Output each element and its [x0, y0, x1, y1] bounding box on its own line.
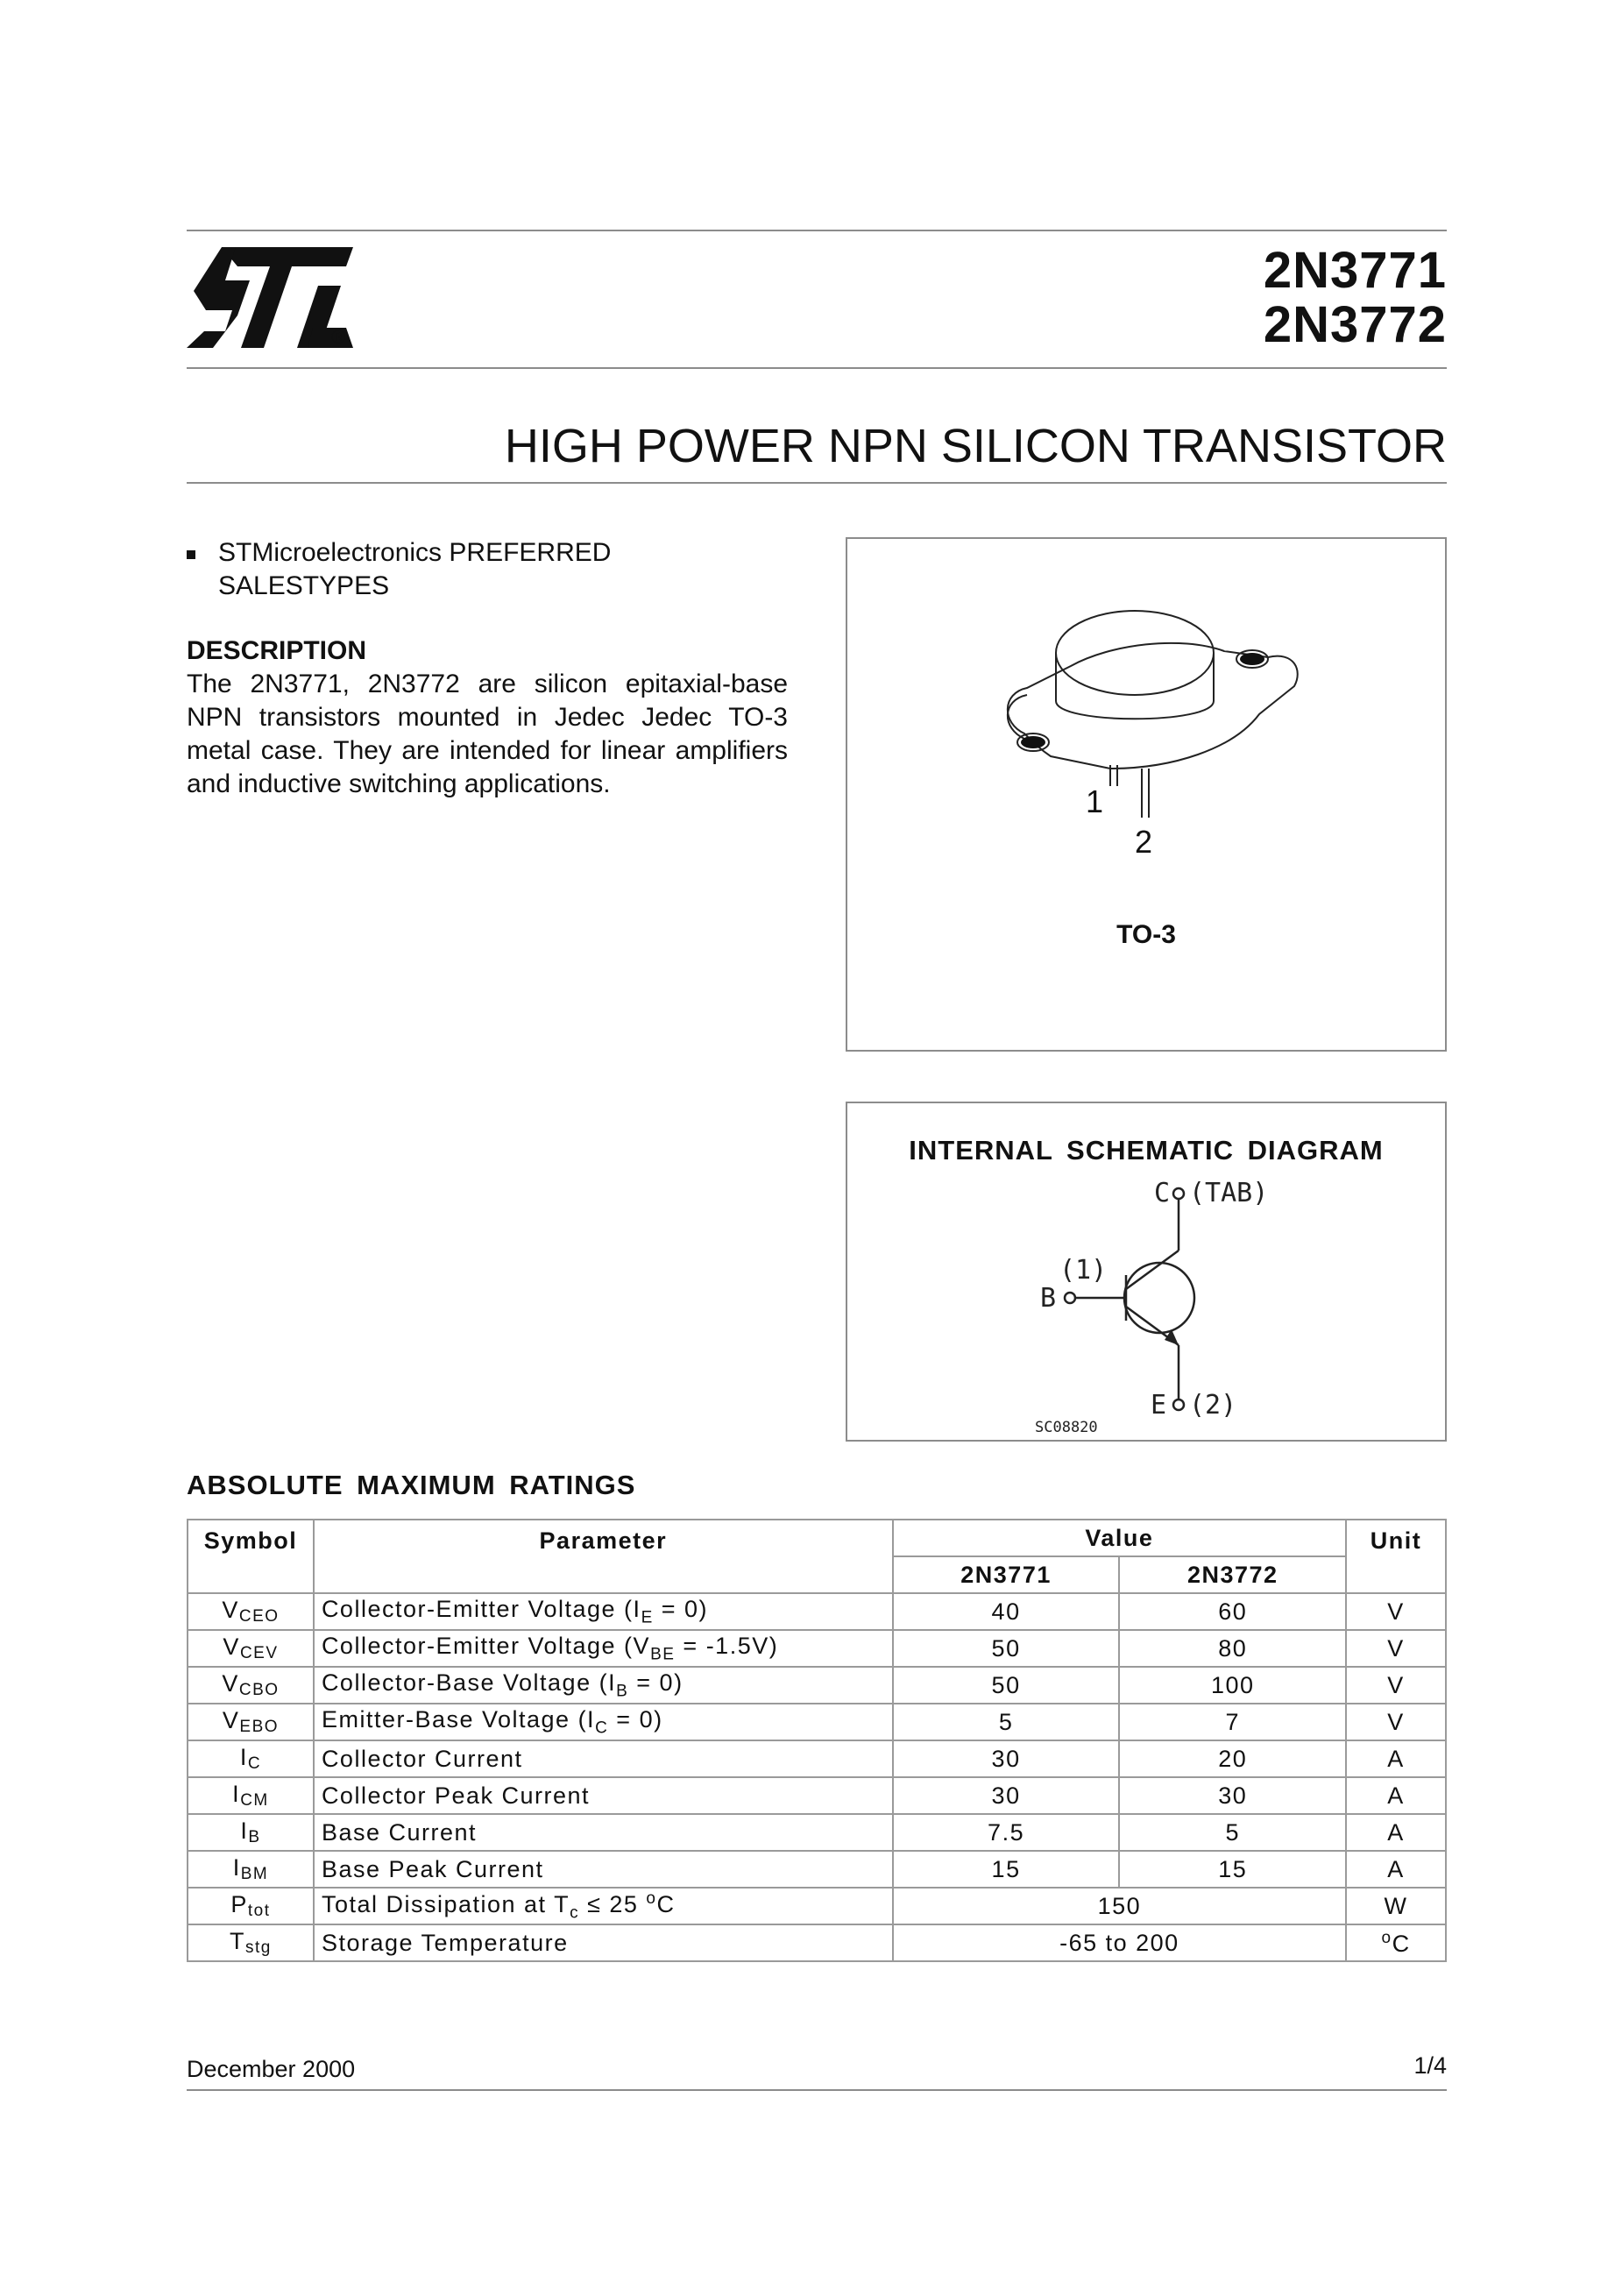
- table-row: [188, 1924, 1446, 1961]
- base-label: B: [1040, 1283, 1057, 1314]
- symbol-cell: $V_{EBO}$: [188, 1704, 314, 1740]
- value-cell-2: 20: [1119, 1740, 1346, 1777]
- header-part-1: 2N3771: [893, 1556, 1120, 1593]
- parameter-cell: Emitter-Base Voltage $(I_C = 0)$: [314, 1704, 893, 1740]
- header-rule-bottom: [187, 367, 1447, 369]
- table-row: [188, 1740, 1446, 1777]
- symbol-cell: $T_{stg}$: [188, 1924, 314, 1961]
- parameter-cell: Total Dissipation at $T_c \le 25$ $^o$C: [314, 1888, 893, 1924]
- symbol-cell: $V_{CBO}$: [188, 1667, 314, 1704]
- parameter-cell: Storage Temperature: [314, 1924, 893, 1961]
- value-cell-2: 80: [1119, 1630, 1346, 1667]
- unit-cell: A: [1346, 1740, 1446, 1777]
- unit-cell: A: [1346, 1814, 1446, 1851]
- unit-cell: V: [1346, 1630, 1446, 1667]
- ratings-table: [187, 1519, 1447, 1962]
- value-cell-merged: 150: [893, 1888, 1346, 1924]
- unit-cell: V: [1346, 1667, 1446, 1704]
- value-cell-1: 30: [893, 1777, 1120, 1814]
- parameter-cell: Collector-Base Voltage $(I_B = 0)$: [314, 1667, 893, 1704]
- npn-transistor-schematic-icon: [847, 1103, 1448, 1443]
- header-rule-top: [187, 230, 1447, 231]
- value-cell-1: 5: [893, 1704, 1120, 1740]
- bullet-square-icon: [187, 550, 195, 559]
- table-row: [188, 1888, 1446, 1924]
- schematic-title: INTERNAL SCHEMATIC DIAGRAM: [909, 1135, 1384, 1166]
- symbol-cell: $V_{CEO}$: [188, 1593, 314, 1630]
- part-number-1: 2N3771: [1263, 242, 1447, 299]
- parameter-cell: Base Current: [314, 1814, 893, 1851]
- value-cell-2: 100: [1119, 1667, 1346, 1704]
- symbol-cell: $I_{BM}$: [188, 1851, 314, 1888]
- parameter-cell: Collector Current: [314, 1740, 893, 1777]
- page-number: 1/4: [1413, 2052, 1447, 2079]
- table-row: [188, 1851, 1446, 1888]
- value-cell-1: 40: [893, 1593, 1120, 1630]
- emitter-pin-label: (2): [1189, 1390, 1237, 1421]
- part-number-2: 2N3772: [1263, 296, 1447, 353]
- table-row: [188, 1814, 1446, 1851]
- value-cell-1: 50: [893, 1630, 1120, 1667]
- value-cell-merged: -65 to 200: [893, 1924, 1346, 1961]
- title-rule: [187, 482, 1447, 484]
- package-name: TO-3: [1116, 920, 1176, 949]
- pin-1-label: 1: [1086, 783, 1104, 819]
- symbol-cell: $I_C$: [188, 1740, 314, 1777]
- value-cell-2: 5: [1119, 1814, 1346, 1851]
- table-row: [188, 1777, 1446, 1814]
- description-section: [187, 634, 788, 801]
- unit-cell: V: [1346, 1704, 1446, 1740]
- base-pin-label: (1): [1059, 1255, 1108, 1286]
- table-header-row: [188, 1520, 1446, 1556]
- description-text: The 2N3771, 2N3772 are silicon epitaxial-base NPN transistors mounted in Jedec Jedec TO-3 metal case. They are intended for linear amplifiers and inductive switching applications.: [187, 670, 788, 798]
- header-part-2: 2N3772: [1119, 1556, 1346, 1593]
- unit-cell: A: [1346, 1777, 1446, 1814]
- parameter-cell: Base Peak Current: [314, 1851, 893, 1888]
- ratings-title: ABSOLUTE MAXIMUM RATINGS: [187, 1470, 636, 1500]
- unit-cell: V: [1346, 1593, 1446, 1630]
- emitter-label: E: [1151, 1390, 1167, 1421]
- header-parameter: Parameter: [314, 1520, 893, 1593]
- parameter-cell: Collector-Emitter Voltage $(V_{BE} = -1.5V)$: [314, 1630, 893, 1667]
- schematic-code: SC08820: [1035, 1419, 1098, 1436]
- package-box: [846, 537, 1447, 1052]
- value-cell-2: 60: [1119, 1593, 1346, 1630]
- symbol-cell: $P_{tot}$: [188, 1888, 314, 1924]
- value-cell-1: 50: [893, 1667, 1120, 1704]
- description-heading: DESCRIPTION: [187, 636, 367, 665]
- parameter-cell: Collector-Emitter Voltage $(I_E = 0)$: [314, 1593, 893, 1630]
- footer-rule: [187, 2089, 1447, 2091]
- symbol-cell: $V_{CEV}$: [188, 1630, 314, 1667]
- part-numbers: [1264, 244, 1447, 352]
- unit-cell: $^o$C: [1346, 1924, 1446, 1961]
- schematic-box: [846, 1102, 1447, 1442]
- header-unit: Unit: [1346, 1520, 1446, 1593]
- document-title: HIGH POWER NPN SILICON TRANSISTOR: [504, 420, 1447, 472]
- st-logo-icon: [187, 247, 353, 348]
- pin-2-label: 2: [1135, 824, 1153, 860]
- symbol-cell: $I_B$: [188, 1814, 314, 1851]
- table-row: [188, 1593, 1446, 1630]
- value-cell-1: 30: [893, 1740, 1120, 1777]
- unit-cell: A: [1346, 1851, 1446, 1888]
- table-row: [188, 1667, 1446, 1704]
- feature-bullet: [187, 536, 800, 603]
- header-symbol: Symbol: [188, 1520, 314, 1593]
- value-cell-2: 30: [1119, 1777, 1346, 1814]
- collector-label: C: [1154, 1178, 1171, 1208]
- footer-date: December 2000: [187, 2056, 356, 2082]
- unit-cell: W: [1346, 1888, 1446, 1924]
- collector-pin-label: (TAB): [1189, 1178, 1269, 1208]
- to3-package-icon: [847, 539, 1448, 1053]
- feature-text: STMicroelectronics PREFERRED SALESTYPES: [218, 538, 612, 600]
- value-cell-2: 7: [1119, 1704, 1346, 1740]
- value-cell-1: 7.5: [893, 1814, 1120, 1851]
- registered-mark: ®: [331, 326, 346, 348]
- value-cell-1: 15: [893, 1851, 1120, 1888]
- parameter-cell: Collector Peak Current: [314, 1777, 893, 1814]
- value-cell-2: 15: [1119, 1851, 1346, 1888]
- table-row: [188, 1704, 1446, 1740]
- symbol-cell: $I_{CM}$: [188, 1777, 314, 1814]
- header-value: Value: [893, 1520, 1346, 1556]
- table-row: [188, 1630, 1446, 1667]
